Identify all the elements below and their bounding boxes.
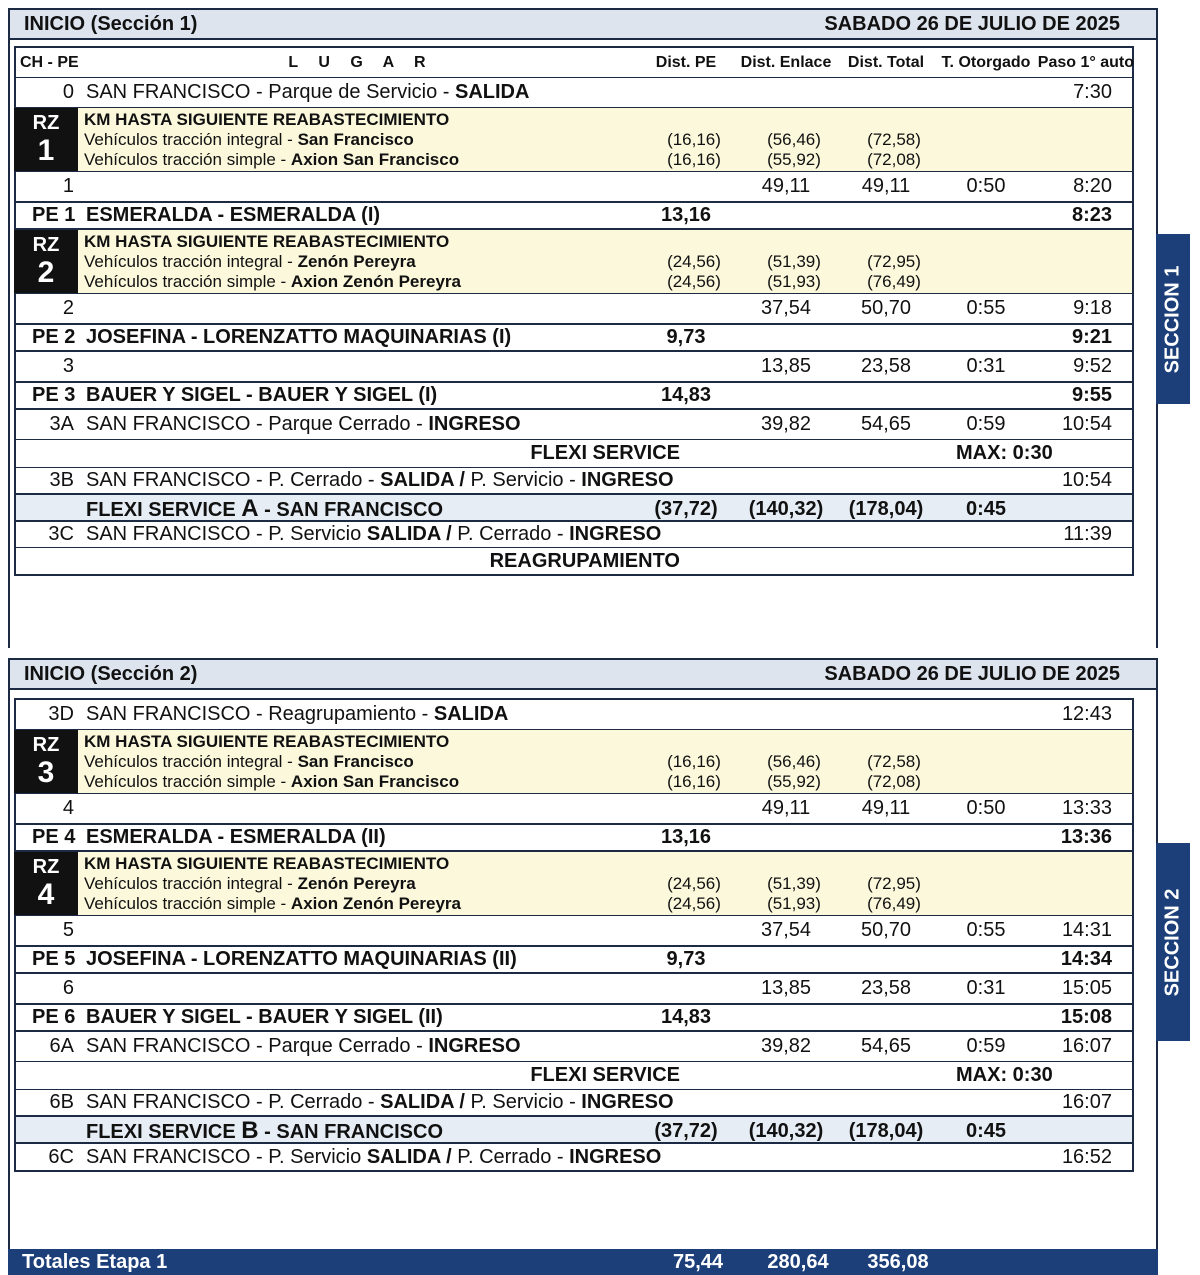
section-date: SABADO 26 DE JULIO DE 2025 [824, 12, 1120, 35]
lugar-place: SAN FRANCISCO - Reagrupamiento - [86, 703, 434, 725]
t-otorgado-cell: 0:45 [965, 497, 1007, 520]
flexi-service-header-row [16, 1062, 1132, 1090]
refuel-station: Axion Zenón Pereyra [290, 272, 461, 291]
paso-cell: 13:36 [1060, 826, 1112, 848]
refuel-zone-number: 4 [37, 877, 55, 911]
refuel-spacer [644, 854, 744, 874]
col-dist-total: Dist. Total [847, 53, 925, 71]
paso-cell: 13:33 [1061, 797, 1112, 819]
flexi-service-letter: B [241, 1117, 259, 1144]
refuel-station: San Francisco [297, 130, 414, 149]
totals-dist-total: 356,08 [867, 1250, 929, 1273]
refuel-value: (55,92) [767, 772, 821, 791]
refuel-spacer [644, 732, 744, 752]
totals-dist-enlace: 280,64 [767, 1250, 829, 1273]
refuel-zone-body [78, 852, 1132, 915]
lugar-cell: JOSEFINA - LORENZATTO MAQUINARIAS (II) [86, 948, 517, 970]
refuel-zone-text [84, 854, 644, 915]
refuel-zone-row [16, 230, 1132, 294]
refuel-enl-column [744, 732, 844, 793]
service-park-row [16, 468, 1132, 494]
flexi-service-location: - SAN FRANCISCO [258, 499, 444, 521]
paso-cell: 16:07 [1061, 1091, 1112, 1113]
refuel-zone-label: RZ [32, 233, 60, 256]
paso-cell: 9:21 [1071, 326, 1112, 348]
refuel-value: (16,16) [667, 772, 721, 791]
section-date: SABADO 26 DE JULIO DE 2025 [824, 662, 1120, 685]
refuel-pe-column [644, 732, 744, 793]
totals-bar [8, 1249, 1158, 1275]
paso-cell: 9:18 [1073, 297, 1112, 319]
section-header [10, 658, 1156, 690]
dist-total-cell: 23,58 [860, 977, 912, 999]
flexi-max-time: MAX: 0:30 [956, 442, 1053, 464]
refuel-vehicle-type: Vehículos tracción integral - [84, 252, 298, 271]
refuel-zone-row [16, 730, 1132, 794]
refuel-title: KM HASTA SIGUIENTE REABASTECIMIENTO [84, 110, 450, 129]
col-t-otorgado: T. Otorgado [941, 53, 1031, 71]
refuel-zone-text [84, 232, 644, 293]
refuel-tot-column [844, 732, 944, 793]
refuel-value: (72,95) [867, 252, 921, 271]
refuel-vehicle-type: Vehículos tracción integral - [84, 874, 298, 893]
ch-pe-cell: 1 [62, 175, 74, 197]
refuel-zone-badge [14, 230, 78, 293]
refuel-zone-text [84, 110, 644, 171]
col-dist-enlace: Dist. Enlace [740, 53, 832, 71]
lugar-part: P. Servicio - [470, 469, 582, 491]
flexi-service-letter: A [241, 495, 259, 522]
refuel-zone-body [78, 108, 1132, 171]
regroup-row [16, 548, 1132, 574]
paso-cell: 8:20 [1073, 175, 1112, 197]
dist-enlace-cell: 49,11 [761, 175, 811, 197]
t-otorgado-cell: 0:50 [966, 175, 1006, 197]
lugar-part: INGRESO [581, 1091, 674, 1113]
dist-pe-cell: 9,73 [666, 948, 706, 970]
paso-cell: 16:52 [1061, 1145, 1112, 1168]
ch-pe-cell: 3A [49, 413, 74, 435]
itinerary-table-2 [14, 698, 1134, 1172]
flexi-service-location: - SAN FRANCISCO [258, 1121, 444, 1143]
refuel-station: San Francisco [297, 752, 414, 771]
refuel-spacer [644, 232, 744, 252]
lugar-action: INGRESO [428, 413, 521, 435]
ch-pe-cell: 6 [62, 977, 74, 999]
refuel-value: (76,49) [867, 894, 921, 913]
refuel-value: (16,16) [667, 752, 721, 771]
refuel-zone-badge [14, 852, 78, 915]
service-park-row [16, 1144, 1132, 1170]
refuel-value: (51,39) [767, 252, 821, 271]
refuel-zone-number: 1 [37, 133, 55, 167]
checkpoint-row [16, 352, 1132, 382]
dist-total-cell: 54,65 [860, 413, 912, 435]
flexi-service-label: FLEXI SERVICE [530, 442, 680, 464]
checkpoint-row [16, 172, 1132, 202]
ch-pe-cell: PE 3 [32, 384, 76, 406]
ch-pe-cell: 4 [62, 797, 74, 819]
paso-cell: 9:55 [1071, 384, 1112, 406]
lugar-cell [86, 1035, 636, 1058]
refuel-value: (56,46) [767, 752, 821, 771]
lugar-cell: BAUER Y SIGEL - BAUER Y SIGEL (II) [86, 1006, 443, 1028]
refuel-value: (51,93) [767, 272, 821, 291]
t-otorgado-cell: 0:59 [966, 1035, 1006, 1057]
lugar-part: / [453, 1091, 471, 1113]
stage-row [16, 202, 1132, 230]
dist-enlace-cell: 13,85 [760, 977, 812, 999]
refuel-spacer [644, 110, 744, 130]
refuel-zone-badge [14, 730, 78, 793]
lugar-part: / [440, 523, 458, 545]
refuel-pe-column [644, 232, 744, 293]
totals-dist-pe: 75,44 [672, 1250, 724, 1273]
ch-pe-cell: 2 [62, 297, 74, 319]
lugar-cell: JOSEFINA - LORENZATTO MAQUINARIAS (I) [86, 326, 512, 348]
section-title: INICIO (Sección 2) [24, 662, 198, 685]
refuel-vehicle-type: Vehículos tracción integral - [84, 752, 298, 771]
section-2-tab[interactable]: SECCION 2 [1156, 843, 1190, 1041]
lugar-part: P. Cerrado - [457, 523, 570, 545]
refuel-value: (24,56) [667, 272, 721, 291]
dist-total-cell: 50,70 [860, 297, 912, 319]
refuel-station: Axion San Francisco [290, 150, 460, 169]
dist-pe-cell: 14,83 [660, 384, 712, 406]
refuel-line-simple [84, 150, 644, 170]
lugar-cell: BAUER Y SIGEL - BAUER Y SIGEL (I) [86, 384, 438, 406]
lugar-part: SALIDA [380, 469, 454, 491]
dist-enlace-cell: 37,54 [760, 919, 812, 941]
refuel-value: (72,95) [867, 874, 921, 893]
lugar-place: SAN FRANCISCO - Parque Cerrado - [86, 413, 429, 435]
col-paso: Paso 1° auto [1037, 53, 1134, 71]
lugar-part: SAN FRANCISCO - P. Cerrado - [86, 469, 381, 491]
section-header [10, 8, 1156, 40]
dist-pe-cell: 9,73 [666, 326, 706, 348]
dist-total-cell: (178,04) [848, 1119, 924, 1142]
dist-pe-cell: 14,83 [660, 1006, 712, 1028]
stage-row [16, 824, 1132, 852]
lugar-part: SAN FRANCISCO - P. Servicio [86, 523, 367, 545]
paso-cell: 8:23 [1071, 204, 1112, 226]
flexi-service-row [16, 494, 1132, 522]
ch-pe-cell: 3D [48, 703, 74, 725]
lugar-cell [86, 1091, 674, 1114]
refuel-zone-label: RZ [32, 733, 60, 756]
refuel-spacer [844, 110, 944, 130]
dist-total-cell: 23,58 [860, 355, 912, 377]
t-otorgado-cell: 0:50 [966, 797, 1006, 819]
section-title: INICIO (Sección 1) [24, 12, 198, 35]
refuel-line-simple [84, 272, 644, 292]
lugar-part: P. Cerrado - [457, 1145, 570, 1168]
lugar-part: SALIDA [380, 1091, 454, 1113]
lugar-cell [86, 703, 636, 726]
ch-pe-cell: 3C [48, 523, 74, 545]
ch-pe-cell: 3 [62, 355, 74, 377]
refuel-station: Axion San Francisco [290, 772, 460, 791]
refuel-zone-number: 2 [37, 255, 55, 289]
flexi-service-row [16, 1116, 1132, 1144]
t-otorgado-cell: 0:45 [965, 1119, 1007, 1142]
lugar-part: / [453, 469, 471, 491]
lugar-action: SALIDA [455, 81, 530, 103]
paso-cell: 7:30 [1073, 81, 1112, 103]
service-park-row [16, 522, 1132, 548]
ch-pe-cell: 6A [49, 1035, 74, 1057]
refuel-tot-column [844, 110, 944, 171]
itinerary-table-1 [14, 46, 1134, 576]
refuel-value: (51,93) [767, 894, 821, 913]
flexi-service-label: FLEXI SERVICE [86, 499, 242, 521]
refuel-value: (24,56) [667, 874, 721, 893]
ch-pe-cell: PE 1 [32, 204, 76, 226]
t-otorgado-cell: 0:31 [966, 355, 1006, 377]
refuel-title: KM HASTA SIGUIENTE REABASTECIMIENTO [84, 732, 450, 751]
ch-pe-cell: 6C [48, 1145, 74, 1168]
refuel-vehicle-type: Vehículos tracción simple - [84, 272, 291, 291]
dist-pe-cell: 13,16 [660, 826, 712, 848]
t-otorgado-cell: 0:31 [966, 977, 1006, 999]
totals-label: Totales Etapa 1 [22, 1250, 168, 1273]
refuel-value: (16,16) [667, 150, 721, 169]
flexi-service-header-row [16, 440, 1132, 468]
col-lugar: L U G A R [288, 53, 434, 71]
refuel-zone-row [16, 852, 1132, 916]
ch-pe-cell: PE 6 [32, 1006, 76, 1028]
refuel-value: (76,49) [867, 272, 921, 291]
refuel-spacer [844, 232, 944, 252]
dist-enlace-cell: 49,11 [761, 797, 811, 819]
refuel-value: (24,56) [667, 894, 721, 913]
lugar-cell [86, 523, 662, 546]
refuel-title: KM HASTA SIGUIENTE REABASTECIMIENTO [84, 232, 450, 251]
refuel-title: KM HASTA SIGUIENTE REABASTECIMIENTO [84, 854, 450, 873]
dist-enlace-cell: (140,32) [748, 1119, 824, 1142]
refuel-line-integral [84, 252, 644, 272]
lugar-place: SAN FRANCISCO - Parque de Servicio - [86, 81, 455, 103]
checkpoint-row [16, 974, 1132, 1004]
lugar-part: / [440, 1145, 458, 1168]
lugar-cell [86, 469, 674, 492]
refuel-enl-column [744, 854, 844, 915]
lugar-part: INGRESO [569, 523, 662, 545]
dist-enlace-cell: 37,54 [760, 297, 812, 319]
ch-pe-cell: 3B [49, 469, 74, 491]
lugar-cell: ESMERALDA - ESMERALDA (II) [86, 826, 386, 848]
refuel-pe-column [644, 854, 744, 915]
checkpoint-row [16, 410, 1132, 440]
stage-row [16, 1004, 1132, 1032]
dist-enlace-cell: 39,82 [760, 413, 812, 435]
lugar-part: SAN FRANCISCO - P. Cerrado - [86, 1091, 381, 1113]
flexi-service-label: FLEXI SERVICE [530, 1064, 680, 1086]
paso-cell: 10:54 [1061, 469, 1112, 491]
ch-pe-cell: PE 4 [32, 826, 76, 848]
flexi-max-time: MAX: 0:30 [956, 1064, 1053, 1086]
refuel-zone-text [84, 732, 644, 793]
refuel-vehicle-type: Vehículos tracción integral - [84, 130, 298, 149]
stage-row [16, 324, 1132, 352]
lugar-action: SALIDA [433, 703, 509, 725]
dist-enlace-cell: 39,82 [760, 1035, 812, 1057]
stage-row [16, 382, 1132, 410]
refuel-zone-badge [14, 108, 78, 171]
checkpoint-row [16, 1032, 1132, 1062]
checkpoint-row [16, 700, 1132, 730]
refuel-station: Zenón Pereyra [297, 874, 416, 893]
refuel-station: Axion Zenón Pereyra [290, 894, 461, 913]
checkpoint-row [16, 794, 1132, 824]
regroup-label: REAGRUPAMIENTO [489, 549, 680, 572]
refuel-spacer [744, 232, 844, 252]
lugar-cell [86, 81, 636, 104]
refuel-zone-body [78, 230, 1132, 293]
ch-pe-cell: PE 5 [32, 948, 76, 970]
paso-cell: 9:52 [1073, 355, 1112, 377]
refuel-spacer [744, 732, 844, 752]
dist-total-cell: 49,11 [861, 797, 911, 819]
ch-pe-cell: PE 2 [32, 326, 76, 348]
dist-total-cell: 49,11 [861, 175, 911, 197]
paso-cell: 15:08 [1060, 1006, 1112, 1028]
dist-total-cell: 50,70 [860, 919, 912, 941]
lugar-action: INGRESO [428, 1035, 521, 1057]
paso-cell: 15:05 [1061, 977, 1112, 999]
dist-pe-cell: 13,16 [660, 204, 712, 226]
lugar-cell [86, 1117, 636, 1145]
lugar-part: INGRESO [581, 469, 674, 491]
column-header-row [16, 48, 1132, 78]
ch-pe-cell: 5 [62, 919, 74, 941]
ch-pe-cell: 6B [49, 1091, 74, 1113]
refuel-value: (56,46) [767, 130, 821, 149]
section-1-tab[interactable]: SECCION 1 [1156, 234, 1190, 404]
lugar-cell [86, 495, 636, 523]
lugar-cell [86, 1145, 662, 1169]
dist-enlace-cell: 13,85 [760, 355, 812, 377]
refuel-zone-number: 3 [37, 755, 55, 789]
refuel-zone-label: RZ [32, 855, 60, 878]
t-otorgado-cell: 0:55 [966, 919, 1006, 941]
paso-cell: 14:31 [1061, 919, 1112, 941]
lugar-part: SALIDA [366, 523, 441, 545]
refuel-line-integral [84, 874, 644, 894]
refuel-spacer [744, 854, 844, 874]
lugar-part: SALIDA [366, 1145, 441, 1168]
refuel-value: (72,58) [867, 752, 921, 771]
refuel-value: (16,16) [667, 130, 721, 149]
refuel-spacer [744, 110, 844, 130]
refuel-zone-row [16, 108, 1132, 172]
refuel-vehicle-type: Vehículos tracción simple - [84, 894, 291, 913]
stage-row [16, 946, 1132, 974]
refuel-zone-body [78, 730, 1132, 793]
dist-pe-cell: (37,72) [654, 1119, 718, 1142]
paso-cell: 14:34 [1060, 948, 1112, 970]
paso-cell: 12:43 [1061, 703, 1112, 725]
flexi-service-label: FLEXI SERVICE [86, 1121, 242, 1143]
dist-pe-cell: (37,72) [654, 497, 718, 520]
refuel-spacer [844, 854, 944, 874]
lugar-part: INGRESO [569, 1145, 662, 1168]
lugar-part: SAN FRANCISCO - P. Servicio [86, 1145, 367, 1168]
refuel-line-simple [84, 772, 644, 792]
refuel-pe-column [644, 110, 744, 171]
paso-cell: 11:39 [1063, 523, 1112, 545]
lugar-place: SAN FRANCISCO - Parque Cerrado - [86, 1035, 429, 1057]
t-otorgado-cell: 0:55 [966, 297, 1006, 319]
refuel-zone-label: RZ [32, 111, 60, 134]
refuel-value: (72,58) [867, 130, 921, 149]
dist-total-cell: 54,65 [860, 1035, 912, 1057]
checkpoint-row [16, 916, 1132, 946]
ch-pe-cell: 0 [62, 81, 74, 103]
refuel-tot-column [844, 854, 944, 915]
lugar-cell: ESMERALDA - ESMERALDA (I) [86, 204, 381, 226]
paso-cell: 10:54 [1061, 413, 1112, 435]
refuel-line-simple [84, 894, 644, 914]
refuel-enl-column [744, 110, 844, 171]
checkpoint-row [16, 294, 1132, 324]
refuel-enl-column [744, 232, 844, 293]
refuel-station: Zenón Pereyra [297, 252, 416, 271]
t-otorgado-cell: 0:59 [966, 413, 1006, 435]
col-dist-pe: Dist. PE [655, 53, 717, 71]
refuel-value: (72,08) [867, 150, 921, 169]
lugar-cell [86, 413, 636, 436]
refuel-spacer [844, 732, 944, 752]
refuel-value: (72,08) [867, 772, 921, 791]
refuel-value: (24,56) [667, 252, 721, 271]
refuel-line-integral [84, 130, 644, 150]
refuel-value: (55,92) [767, 150, 821, 169]
service-park-row [16, 1090, 1132, 1116]
dist-enlace-cell: (140,32) [748, 497, 824, 520]
refuel-vehicle-type: Vehículos tracción simple - [84, 772, 291, 791]
refuel-tot-column [844, 232, 944, 293]
paso-cell: 16:07 [1061, 1035, 1112, 1057]
col-ch-pe: CH - PE [20, 53, 79, 71]
lugar-part: P. Servicio - [470, 1091, 582, 1113]
refuel-vehicle-type: Vehículos tracción simple - [84, 150, 291, 169]
dist-total-cell: (178,04) [848, 497, 924, 520]
refuel-line-integral [84, 752, 644, 772]
refuel-value: (51,39) [767, 874, 821, 893]
checkpoint-row [16, 78, 1132, 108]
